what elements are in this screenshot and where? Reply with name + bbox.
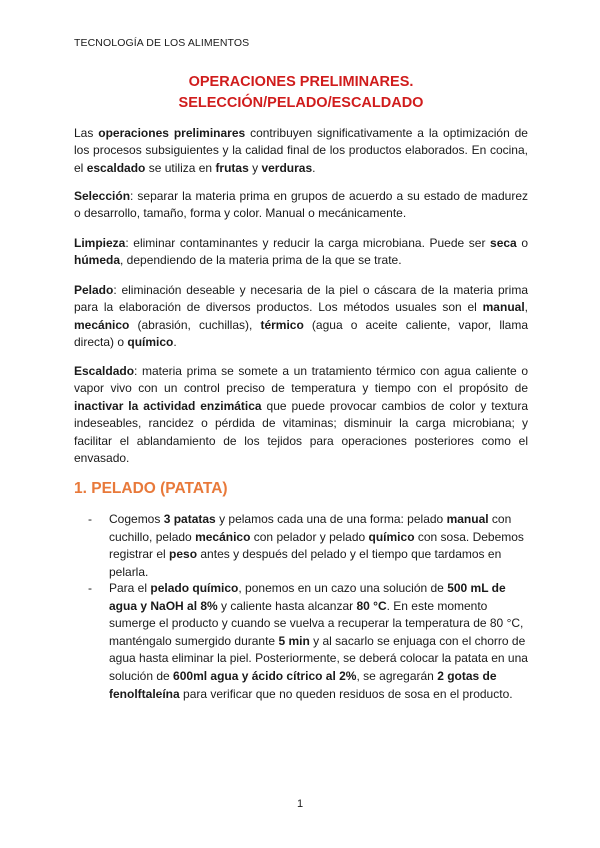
procedure-list-item-1 <box>88 511 534 581</box>
limpieza-paragraph: Limpieza: eliminar contaminantes y reducir la carga microbiana. Puede ser seca o húmeda, dependiendo de la materia prima de la que se trate. <box>74 236 528 268</box>
pelado-term: Pelado <box>74 283 114 297</box>
list-dash: - <box>88 581 92 595</box>
intro-paragraph: Las operaciones preliminares contribuyen significativamente a la optimización de los procesos subsiguientes y la calidad final de los productos elaborados. En cocina, el escaldado se utiliza en frutas y verduras. <box>74 126 528 175</box>
escaldado-paragraph: Escaldado: materia prima se somete a un tratamiento térmico con agua caliente o vapor vivo con un control preciso de temperatura y tiempo con el propósito de inactivar la actividad enzimática que puede provocar cambios de color y textura indeseables, rancidez o pérdida de vitaminas; disminuir la carga microbiana; y facilitar el ablandamiento de los tejidos para operaciones posteriores como el envasado. <box>74 364 528 466</box>
running-header: TECNOLOGÍA DE LOS ALIMENTOS <box>74 37 250 49</box>
document-title-line-1: OPERACIONES PRELIMINARES. <box>188 74 414 90</box>
procedure-list-item-2 <box>88 580 534 703</box>
seleccion-term: Selección <box>74 189 131 203</box>
escaldado-term: Escaldado <box>74 364 135 378</box>
list-item: - Cogemos 3 patatas y pelamos cada una de una forma: pelado manual con cuchillo, pelado mecánico con pelador y pelado químico con sosa. Debemos registrar el peso antes y después del pelado y el tiempo que tardamos en pelarla. <box>88 512 524 579</box>
document-title-line-2: SELECCIÓN/PELADO/ESCALDADO <box>178 95 424 111</box>
section-heading-pelado: 1. PELADO (PATATA) <box>74 480 228 497</box>
limpieza-term: Limpieza <box>74 236 126 250</box>
seleccion-paragraph: Selección: separar la materia prima en grupos de acuerdo a su estado de madurez o desarrollo, tamaño, forma y color. Manual o mecánicamente. <box>74 189 528 221</box>
pelado-paragraph: Pelado: eliminación deseable y necesaria de la piel o cáscara de la materia prima para la elaboración de diversos productos. Los métodos usuales son el manual, mecánico (abrasión, cuchillas), térmico (agua o aceite caliente, vapor, llama directa) o químico. <box>74 283 529 350</box>
page-number: 1 <box>296 798 304 810</box>
list-item: - Para el pelado químico, ponemos en un cazo una solución de 500 mL de agua y NaOH al 8% y caliente hasta alcanzar 80 °C. En este momento sumerge el producto y cuando se vuelva a recuperar la temperatura de 80 °C, manténgalo sumergido durante 5 min y al sacarlo se enjuaga con el chorro de agua hasta eliminar la piel. Posteriormente, se deberá colocar la patata en una solución de 600ml agua y ácido cítrico al 2%, se agregarán 2 gotas de fenolftaleína para verificar que no queden residuos de sosa en el producto. <box>88 581 528 701</box>
list-dash: - <box>88 512 92 526</box>
